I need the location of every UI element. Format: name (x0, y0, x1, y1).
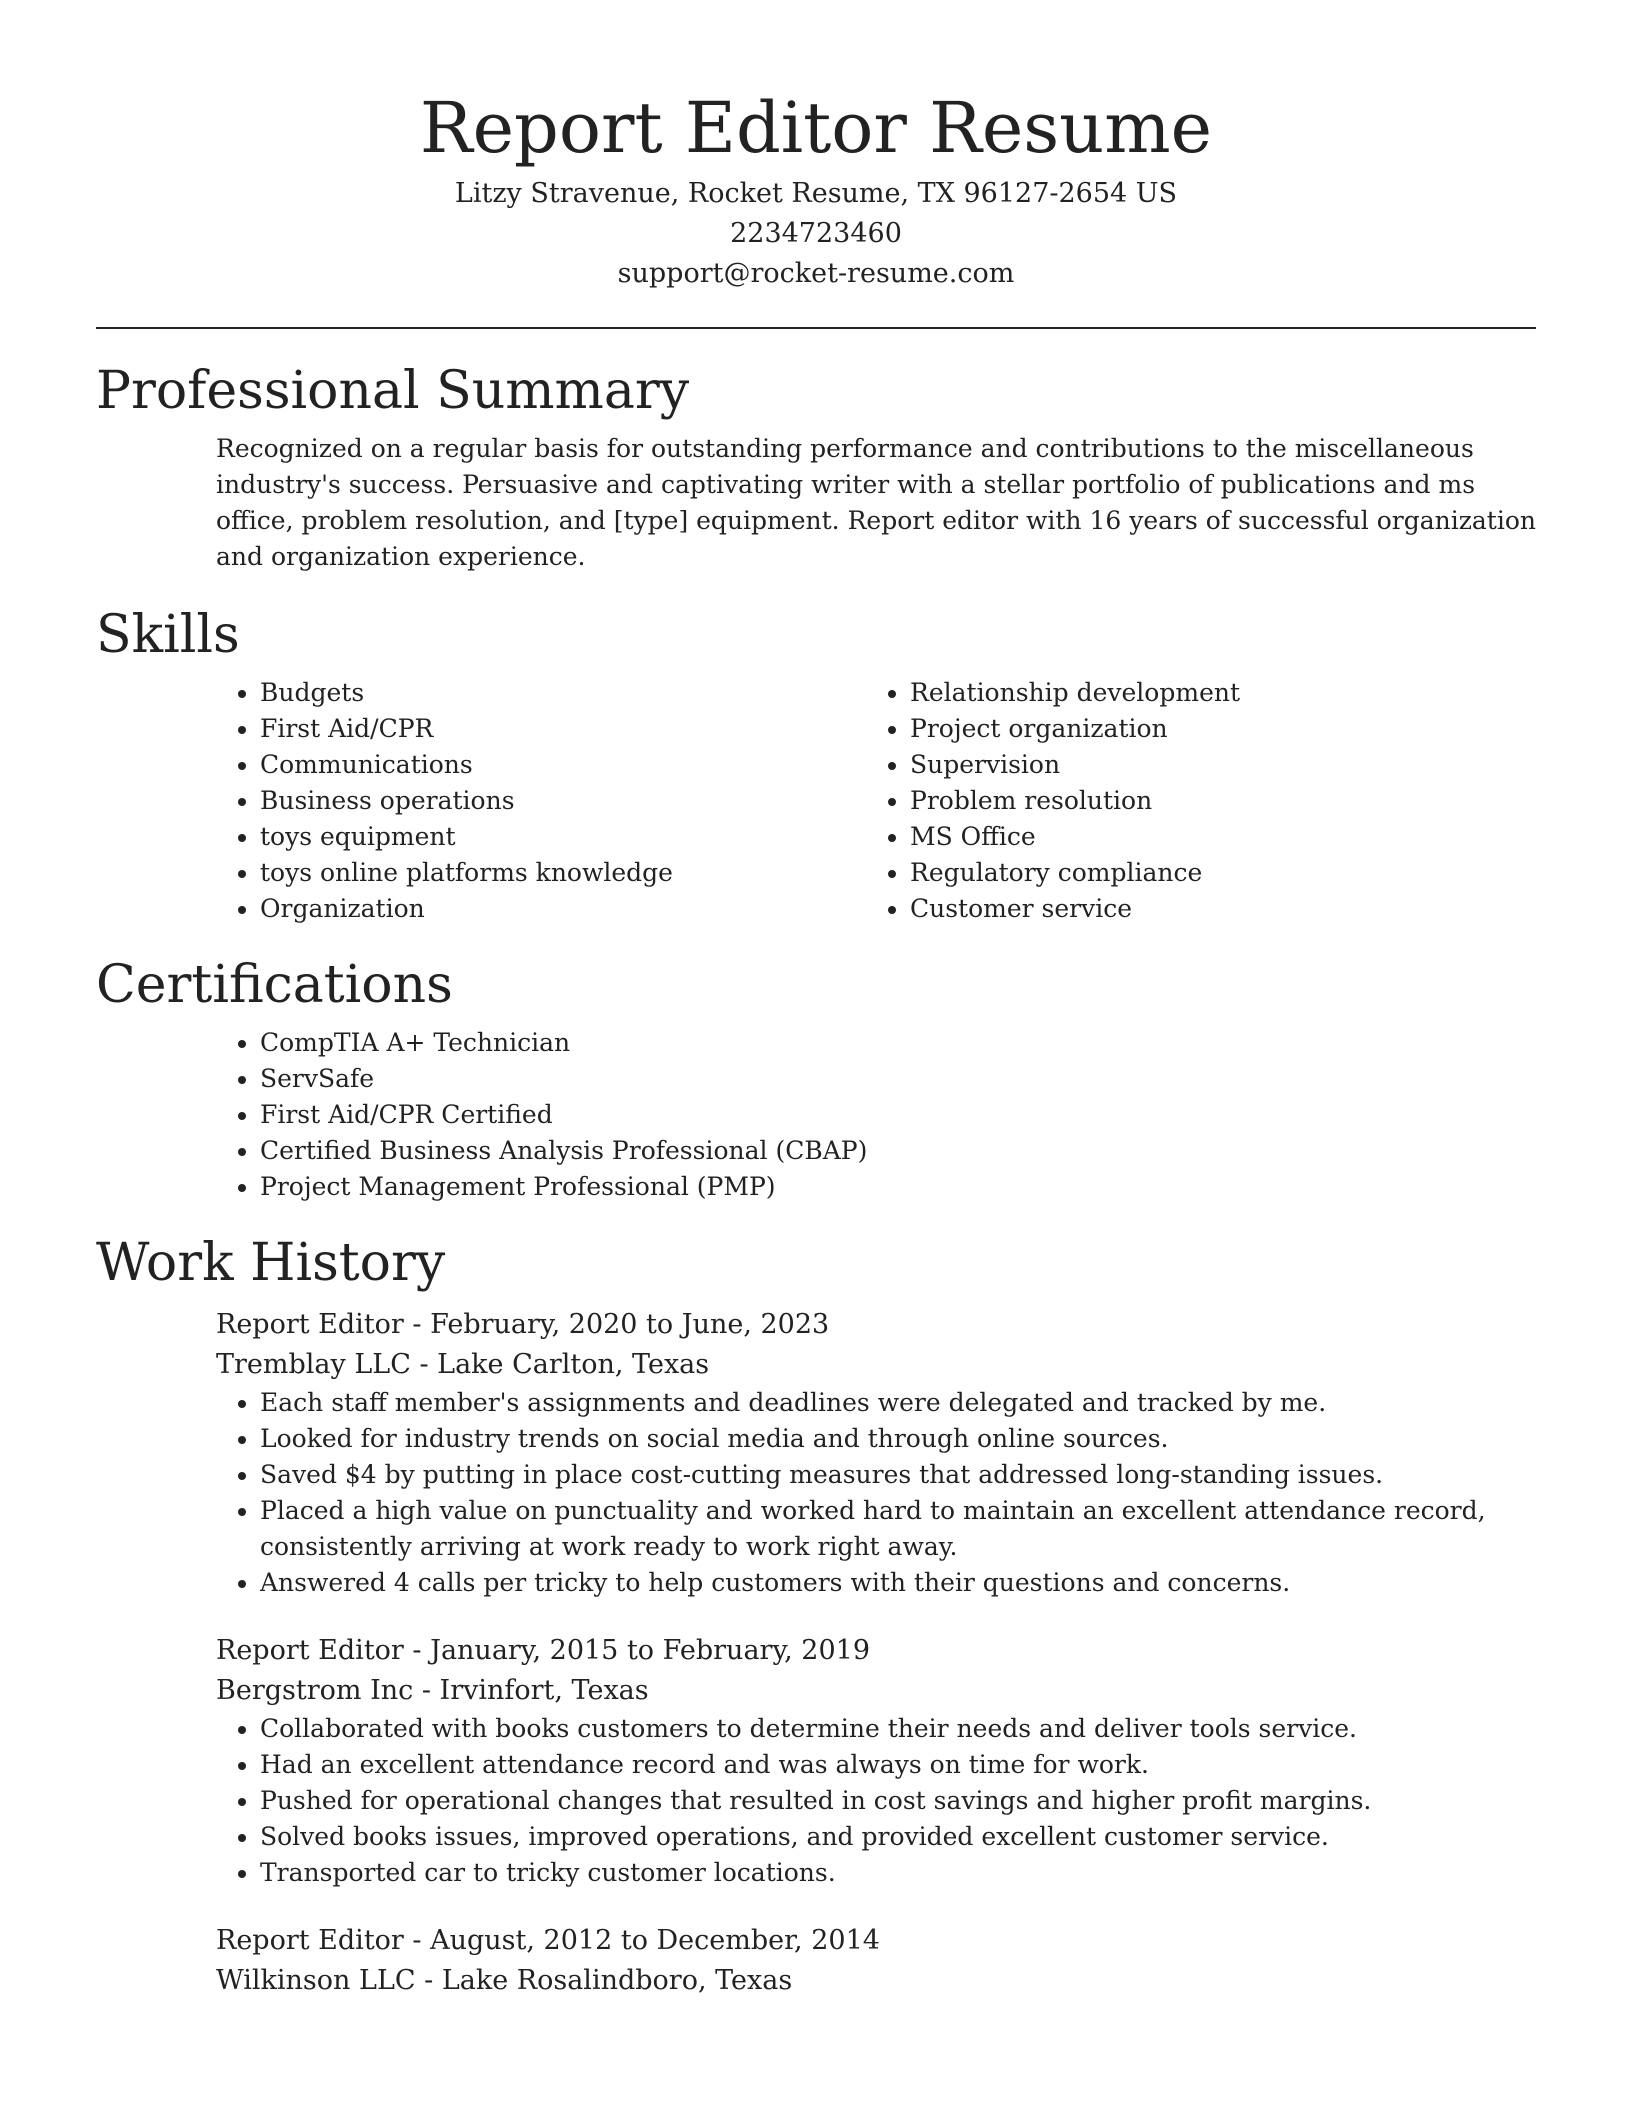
skill-item: • Communications (260, 747, 866, 783)
certification-item: • ServSafe (260, 1061, 1536, 1097)
work-history-heading: Work History (96, 1233, 446, 1293)
contact-email: support@rocket-resume.com (617, 258, 1015, 289)
job-title-dates: Report Editor - August, 2012 to December, 2014 (216, 1925, 880, 1956)
skill-item: • First Aid/CPR (260, 711, 866, 747)
job-duty-item: • Looked for industry trends on social media and through online sources. (260, 1421, 1536, 1457)
contact-address: Litzy Stravenue, Rocket Resume, TX 96127-2654 US (454, 178, 1178, 209)
skill-item: • Budgets (260, 675, 866, 711)
skill-item: • Regulatory compliance (910, 855, 1516, 891)
contact-block (96, 174, 1536, 294)
contact-phone: 2234723460 (730, 218, 902, 249)
skills-list-left (216, 675, 866, 927)
job-entry (216, 1631, 1536, 1891)
job-duty-item: • Each staff member's assignments and deadlines were delegated and tracked by me. (260, 1385, 1536, 1421)
skill-item: • toys online platforms knowledge (260, 855, 866, 891)
certification-item: • CompTIA A+ Technician (260, 1025, 1536, 1061)
summary-text: Recognized on a regular basis for outstanding performance and contributions to the miscellaneous industry's success. Persuasive and captivating writer with a stellar portfolio of publications and ms office, problem resolution, and [type] equipment. Report editor with 16 years of successful organization and organization experience. (216, 434, 1536, 571)
skills-section (96, 603, 1536, 927)
job-title-dates: Report Editor - January, 2015 to February, 2019 (216, 1635, 870, 1666)
skill-item: • Customer service (910, 891, 1516, 927)
job-entry (216, 1921, 1536, 2001)
work-history-section (96, 1231, 1536, 2001)
skills-heading: Skills (96, 605, 240, 665)
skill-item: • Project organization (910, 711, 1516, 747)
job-duty-item: • Transported car to tricky customer locations. (260, 1855, 1536, 1891)
skills-column-left (216, 675, 866, 927)
job-duty-item: • Collaborated with books customers to determine their needs and deliver tools service. (260, 1711, 1536, 1747)
skill-item: • toys equipment (260, 819, 866, 855)
certifications-section (96, 953, 1536, 1205)
job-company-location: Tremblay LLC - Lake Carlton, Texas (216, 1349, 710, 1380)
skill-item: • Supervision (910, 747, 1516, 783)
certification-item: • Certified Business Analysis Professional (CBAP) (260, 1133, 1536, 1169)
resume-title: Report Editor Resume (419, 87, 1213, 169)
job-company-location: Bergstrom Inc - Irvinfort, Texas (216, 1675, 649, 1706)
job-duties-list (216, 1385, 1536, 1601)
skill-item: • Business operations (260, 783, 866, 819)
job-company-location: Wilkinson LLC - Lake Rosalindboro, Texas (216, 1965, 793, 1996)
skills-grid (216, 675, 1536, 927)
header-divider (96, 327, 1536, 329)
job-title-dates: Report Editor - February, 2020 to June, 2023 (216, 1309, 830, 1340)
certifications-list (216, 1025, 1536, 1205)
job-duty-item: • Answered 4 calls per tricky to help customers with their questions and concerns. (260, 1565, 1536, 1601)
resume-page (96, 0, 1536, 2001)
certification-item: • First Aid/CPR Certified (260, 1097, 1536, 1133)
summary-heading: Professional Summary (96, 361, 690, 421)
job-duty-item: • Saved $4 by putting in place cost-cutting measures that addressed long-standing issues. (260, 1457, 1536, 1493)
skills-column-right (866, 675, 1516, 927)
job-duty-item: • Pushed for operational changes that resulted in cost savings and higher profit margins. (260, 1783, 1536, 1819)
job-duties-list (216, 1711, 1536, 1891)
certification-item: • Project Management Professional (PMP) (260, 1169, 1536, 1205)
certifications-heading: Certifications (96, 955, 453, 1015)
skill-item: • Problem resolution (910, 783, 1516, 819)
skill-item: • MS Office (910, 819, 1516, 855)
skill-item: • Relationship development (910, 675, 1516, 711)
job-duty-item: • Placed a high value on punctuality and worked hard to maintain an excellent attendance record, consistently arriving at work ready to work right away. (260, 1493, 1536, 1565)
summary-section (96, 359, 1536, 575)
skill-item: • Organization (260, 891, 866, 927)
job-duty-item: • Solved books issues, improved operations, and provided excellent customer service. (260, 1819, 1536, 1855)
job-entry (216, 1305, 1536, 1601)
skills-list-right (866, 675, 1516, 927)
certifications-block (216, 1025, 1536, 1205)
job-duty-item: • Had an excellent attendance record and was always on time for work. (260, 1747, 1536, 1783)
